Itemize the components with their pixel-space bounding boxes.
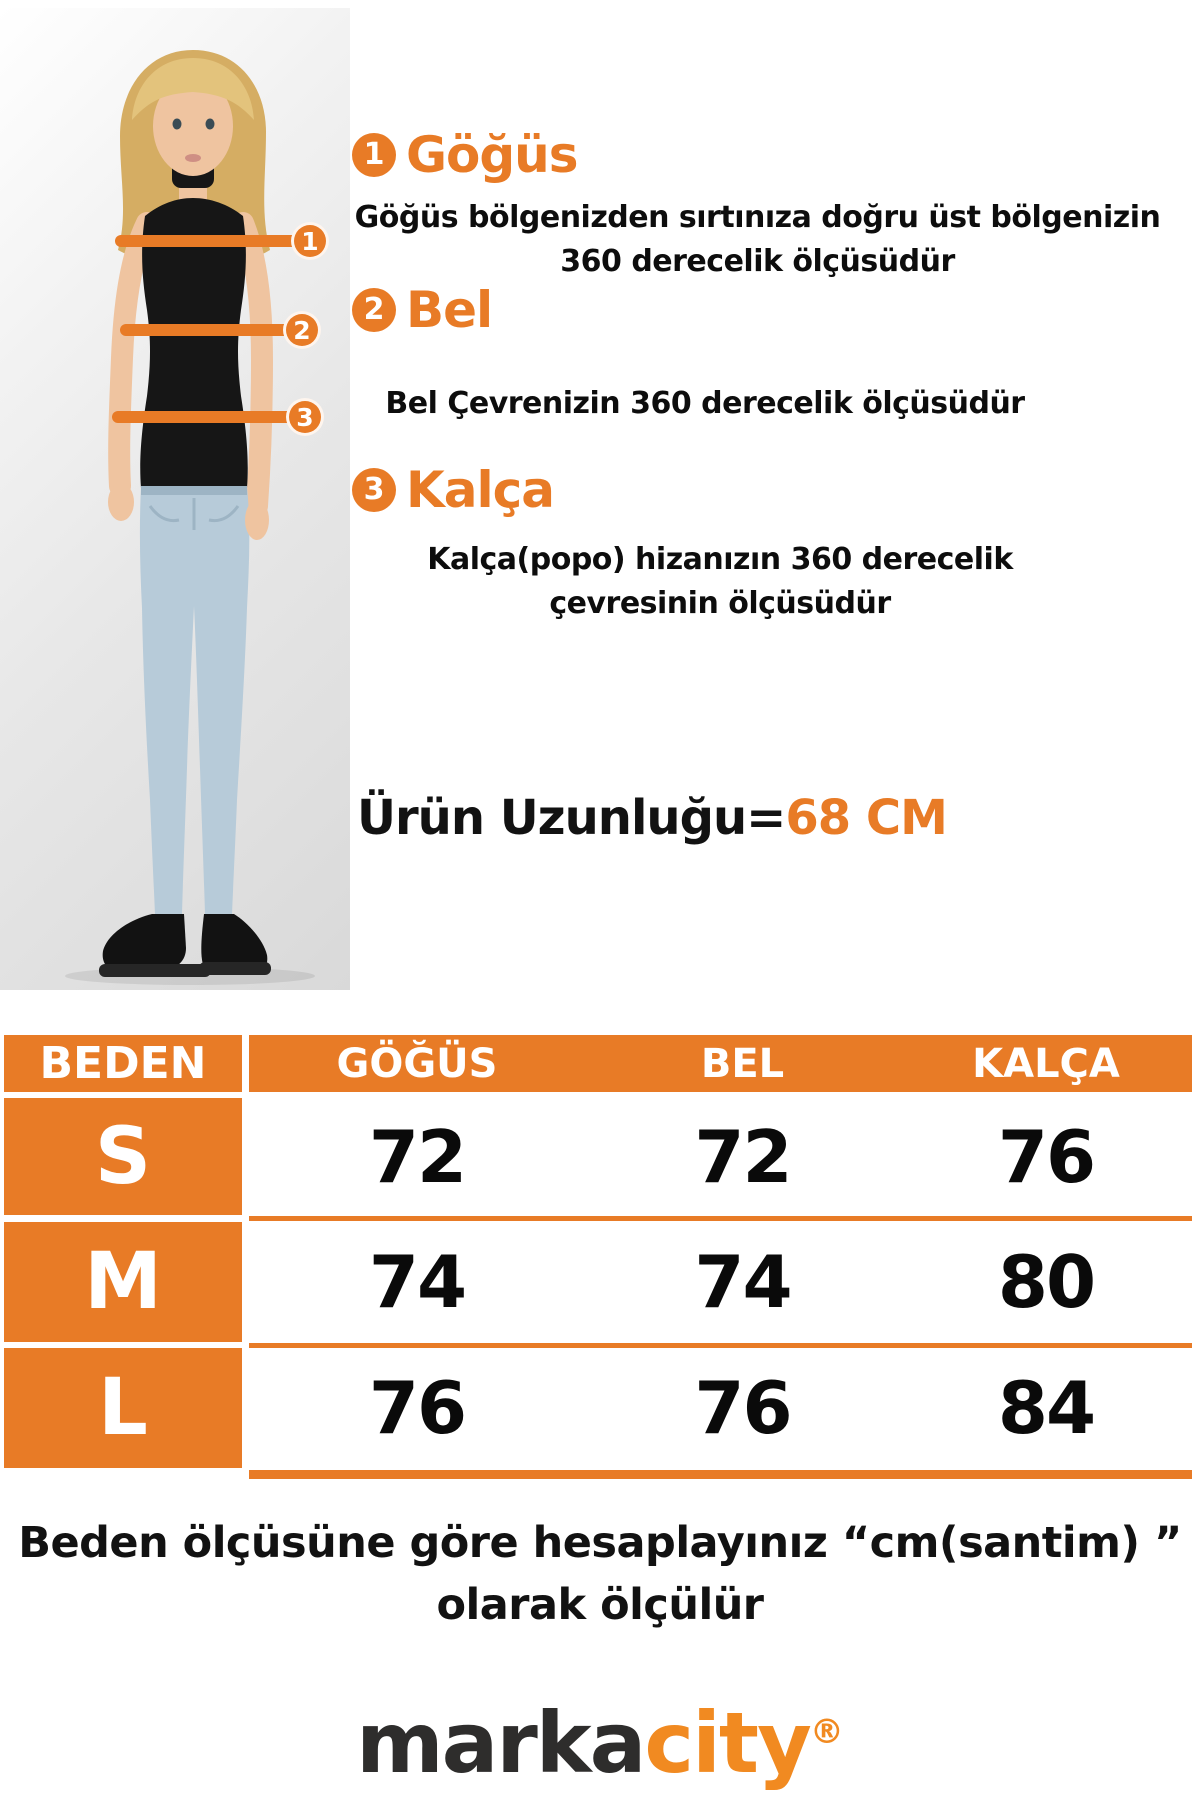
table-bottom-rule (249, 1470, 1192, 1479)
section-title: Göğüs (406, 126, 578, 184)
size-cell-m: M (4, 1222, 242, 1342)
section-description-bel: Bel Çevrenizin 360 derecelik ölçüsüdür (385, 386, 1025, 421)
brand-logo-city: city (644, 1694, 810, 1792)
row-separator (249, 1216, 1192, 1221)
size-cell-s: S (4, 1098, 242, 1215)
value-cell: 74 (694, 1240, 791, 1324)
marker-number: 1 (301, 226, 319, 256)
table-row-l (249, 1348, 1192, 1468)
number-badge-2: 2 (352, 288, 396, 332)
size-note: Beden ölçüsüne göre hesaplayınız “cm(santim) ” olarak ölçülür (18, 1518, 1182, 1630)
section-heading-bel (352, 281, 493, 339)
value-cell: 80 (997, 1240, 1095, 1324)
measurement-line-hip (112, 411, 298, 423)
section-description-gogus: Göğüs bölgenizden sırtınıza doğru üst bölgenizin 360 derecelik ölçüsüdür (354, 200, 1161, 279)
brand-logo-marka: marka (356, 1694, 645, 1792)
number-badge-3: 3 (352, 468, 396, 512)
model-illustration (0, 8, 350, 990)
marker-number: 2 (293, 315, 311, 345)
marker-number: 3 (296, 402, 314, 432)
table-row-s (249, 1098, 1192, 1215)
measurement-line-chest (115, 235, 305, 247)
model-photo (0, 8, 350, 990)
value-cell: 72 (368, 1114, 466, 1199)
section-title: Kalça (406, 461, 555, 519)
table-header-beden: BEDEN (4, 1035, 242, 1092)
value-cell: 76 (997, 1114, 1095, 1199)
product-length (357, 790, 947, 846)
size-cell-l: L (4, 1348, 242, 1468)
table-header-bel: BEL (700, 1040, 785, 1087)
section-heading-kalca (352, 461, 555, 519)
table-header-kalca: KALÇA (972, 1040, 1120, 1087)
section-heading-gogus (352, 126, 578, 184)
table-header-gogus: GÖĞÜS (336, 1040, 498, 1087)
value-cell: 76 (368, 1366, 466, 1450)
value-cell: 74 (368, 1240, 466, 1324)
value-cell: 76 (694, 1366, 791, 1450)
value-cell: 84 (997, 1366, 1095, 1450)
brand-logo (0, 1682, 1200, 1793)
measurement-badge-hip (286, 398, 324, 436)
product-length-value: 68 CM (785, 790, 947, 846)
section-description-kalca: Kalça(popo) hizanızın 360 derecelik çevresinin ölçüsüdür (427, 542, 1013, 621)
table-header-row (249, 1035, 1192, 1092)
measurement-badge-waist (283, 311, 321, 349)
number-badge-1: 1 (352, 133, 396, 177)
table-row-m (249, 1222, 1192, 1342)
product-length-label: Ürün Uzunluğu= (357, 790, 786, 846)
measurement-badge-chest (291, 222, 329, 260)
section-title: Bel (406, 281, 493, 339)
registered-icon: ® (809, 1712, 844, 1752)
value-cell: 72 (694, 1114, 791, 1199)
measurement-line-waist (120, 324, 295, 336)
